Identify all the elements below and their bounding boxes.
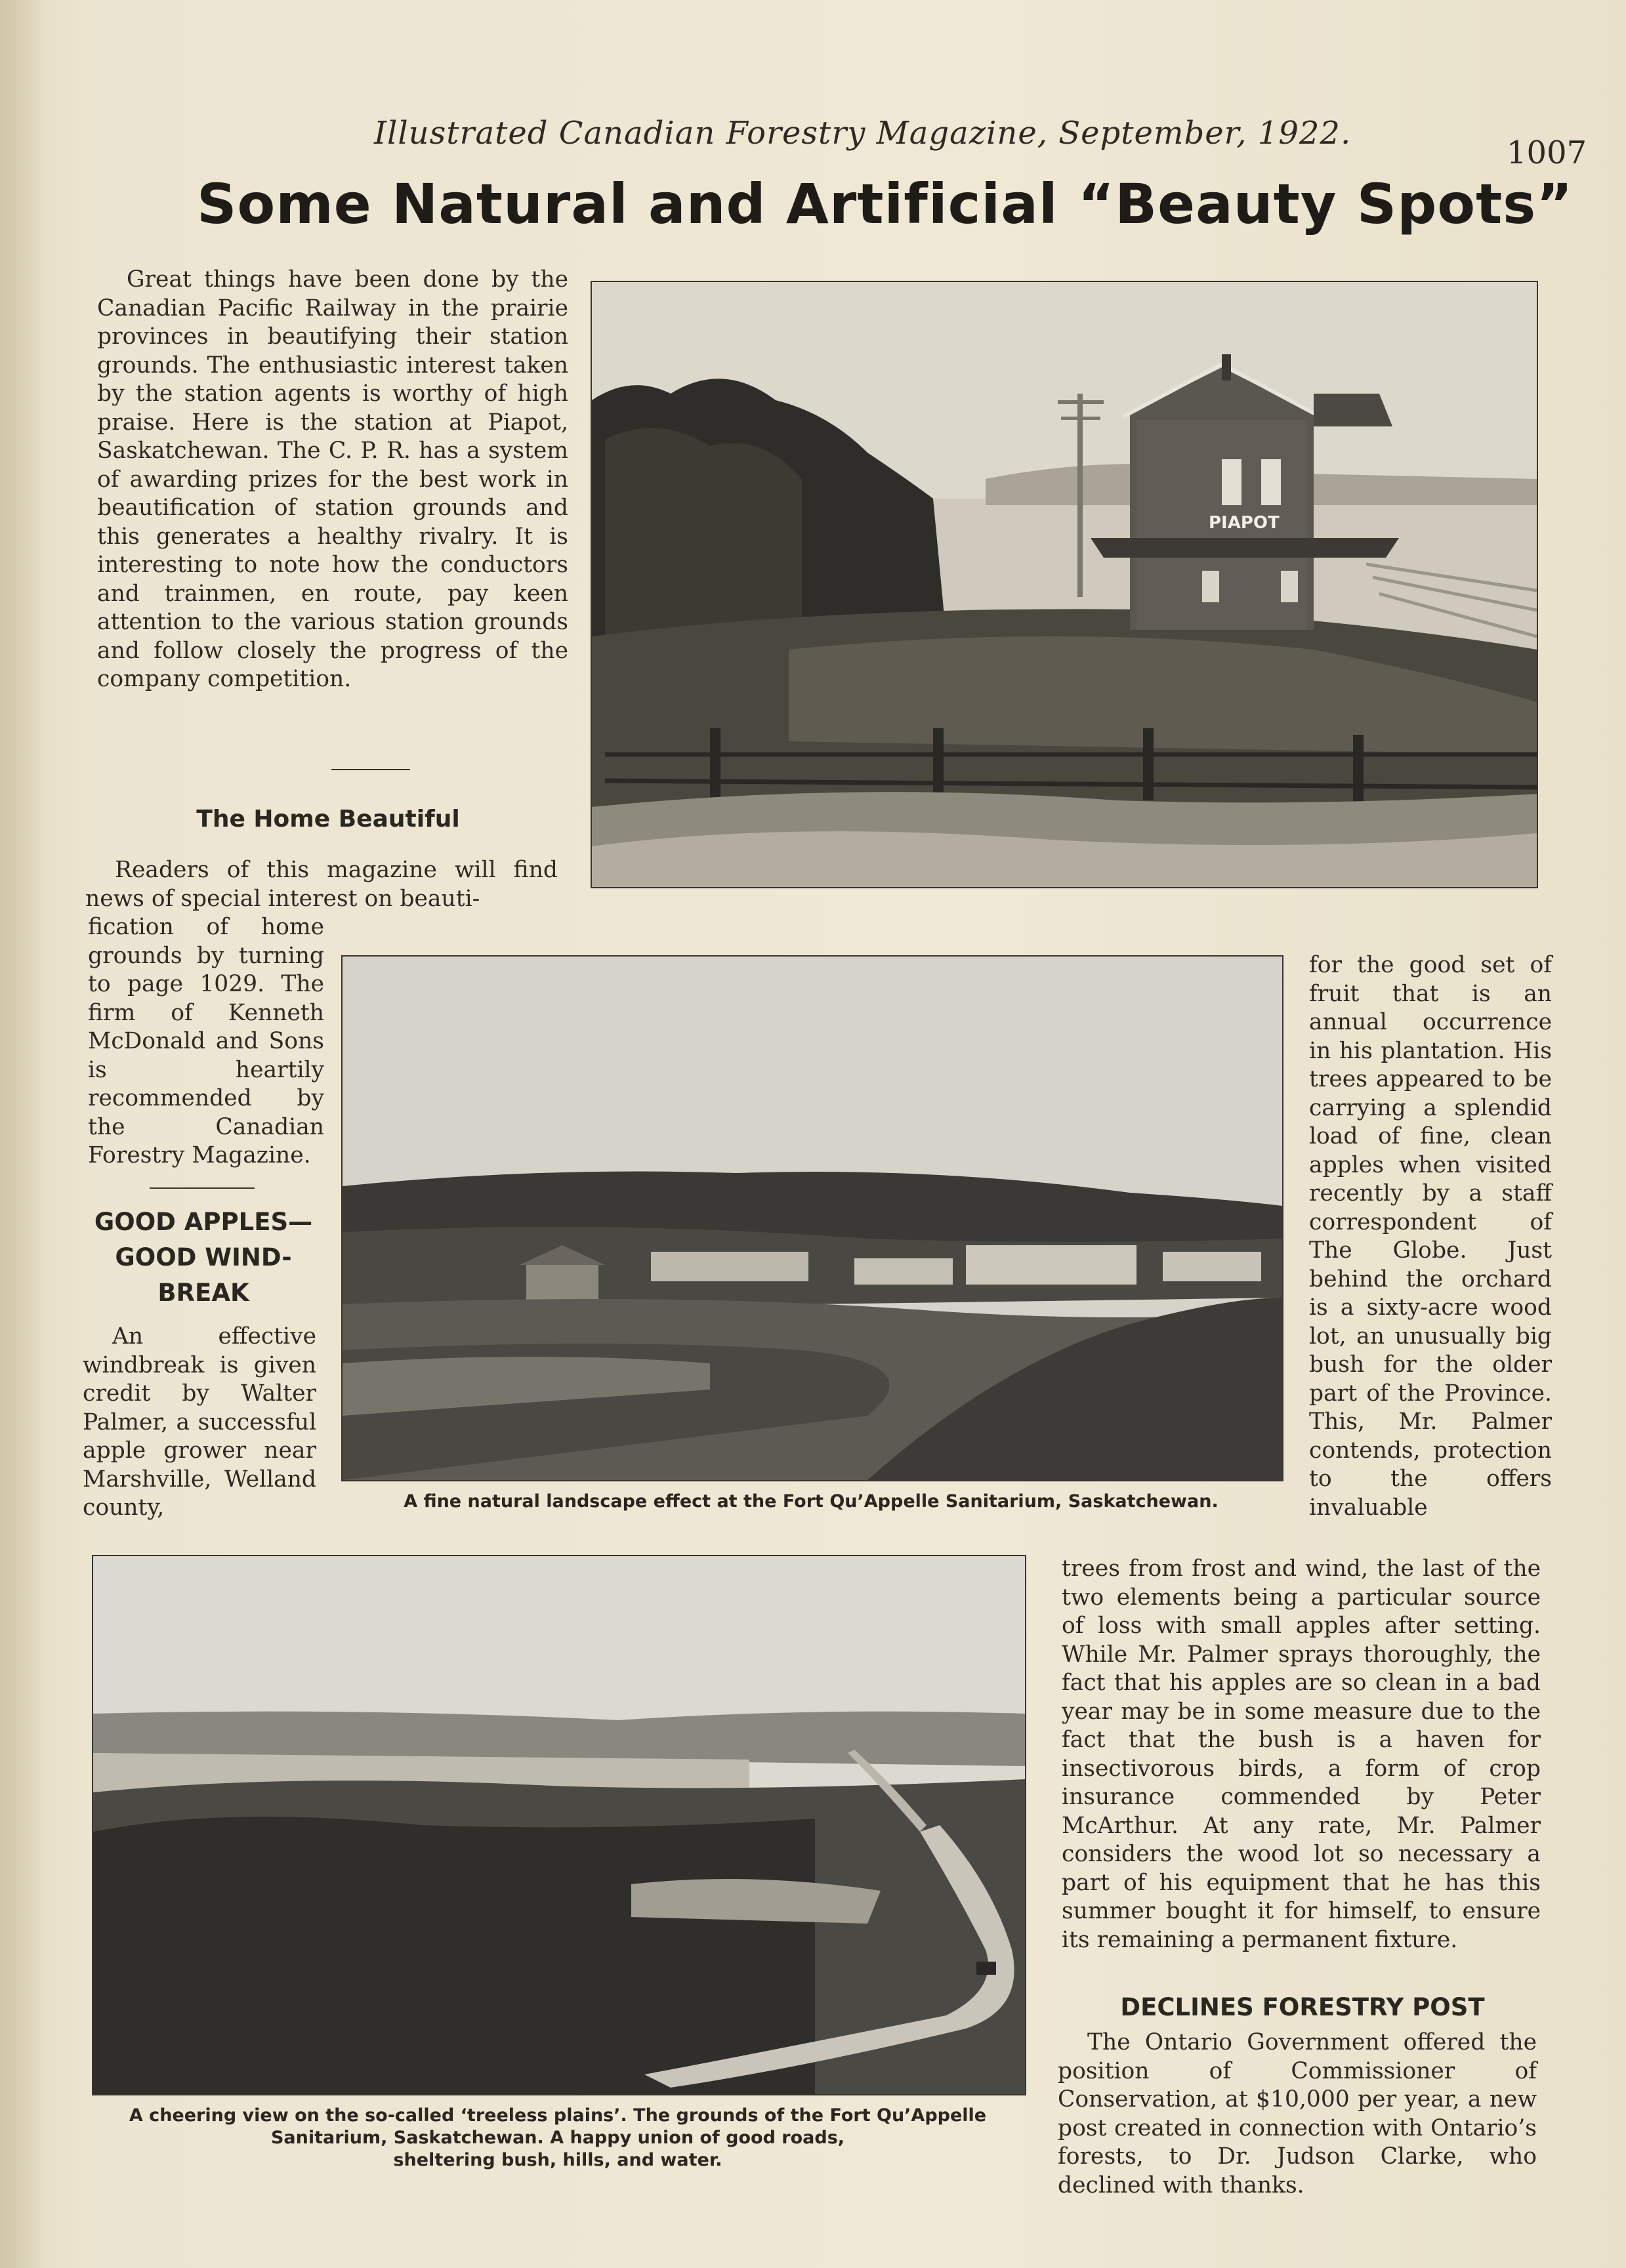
good-apples-body-left: An effective windbreak is given credit by Walter Palmer, a successful apple grower near Marshville, Welland county, [83, 1323, 316, 1521]
treeless-plains-photo [92, 1555, 1026, 2095]
binding-shadow [0, 0, 46, 2268]
piapot-station-photo [591, 281, 1538, 888]
divider-rule [331, 769, 410, 770]
article-headline: Some Natural and Artificial “Beauty Spots” [197, 172, 1574, 236]
caption-line: sheltering bush, hills, and water. [393, 2150, 722, 2170]
declines-body: The Ontario Government offered the position of Commissioner of Conservation, at $10,000 per year, a new post created in connection with Ontario’s forests, to Dr. Judson Clarke, who declined with thanks. [1058, 2029, 1537, 2198]
sanitarium-caption: A fine natural landscape effect at the Fort Qu’Appelle Sanitarium, Saskatchewan. [404, 1491, 1219, 1512]
page-number: 1007 [1507, 134, 1587, 171]
heading-line: GOOD WIND- [115, 1243, 292, 1271]
sanitarium-landscape-photo [341, 955, 1283, 1481]
good-apples-heading [79, 1205, 328, 1311]
home-beautiful-lead: Readers of this magazine will find news of special interest on beauti- [85, 857, 558, 912]
caption-line: Sanitarium, Saskatchewan. A happy union of good roads, [270, 2128, 845, 2148]
piapot-station-image [592, 282, 1537, 887]
home-beautiful-heading: The Home Beautiful [196, 806, 460, 833]
declines-heading: DECLINES FORESTRY POST [1120, 1993, 1485, 2021]
home-beautiful-body: fication of home grounds by turning to page 1029. The firm of Kenneth McDonald and Sons is heartily recommended by the Canadian Forestry Magazine. [88, 914, 324, 1168]
heading-line: GOOD APPLES— [94, 1208, 313, 1236]
caption-line: A cheering view on the so-called ‘treeless plains’. The grounds of the Fort Qu’Appelle [129, 2105, 987, 2126]
divider-rule [150, 1187, 255, 1189]
good-apples-continued: trees from frost and wind, the last of the two elements being a particular source of loss with small apples after setting. While Mr. Palmer sprays thoroughly, the fact that his apples are so clean in a bad year may be in some measure due to the fact that the bush is a haven for insectivorous birds, a form of crop insurance commended by Peter McArthur. At any rate, Mr. Palmer considers the wood lot so necessary a part of his equipment that he has this summer bought it for himself, to ensure its remaining a permanent fixture. [1062, 1556, 1541, 1953]
intro-paragraph: Great things have been done by the Canadian Pacific Railway in the prairie provinces in beautifying their station grounds. The enthusiastic interest taken by the station agents is worthy of high praise. Here is the station at Piapot, Saskatchewan. The C. P. R. has a system of awarding prizes for the best work in beautification of station grounds and this generates a healthy rivalry. It is interesting to note how the conductors and trainmen, en route, pay keen attention to the various station grounds and follow closely the progress of the company competition. [97, 266, 568, 692]
plains-caption [79, 2105, 1037, 2172]
heading-line: BREAK [157, 1279, 249, 1307]
sanitarium-landscape-image [343, 957, 1282, 1480]
treeless-plains-image [93, 1556, 1025, 2094]
running-head: Illustrated Canadian Forestry Magazine, September, 1922. [374, 115, 1352, 152]
station-sign: PIAPOT [1209, 513, 1280, 533]
good-apples-body-right: for the good set of fruit that is an annual occurrence in his plantation. His trees appeared to be carrying a splendid load of fine, clean apples when visited recently by a staff correspondent of The Globe. Just behind the orchard is a sixty-acre wood lot, an unusually big bush for the older part of the Province. This, Mr. Palmer contends, protection to the offers invaluable [1309, 952, 1552, 1521]
